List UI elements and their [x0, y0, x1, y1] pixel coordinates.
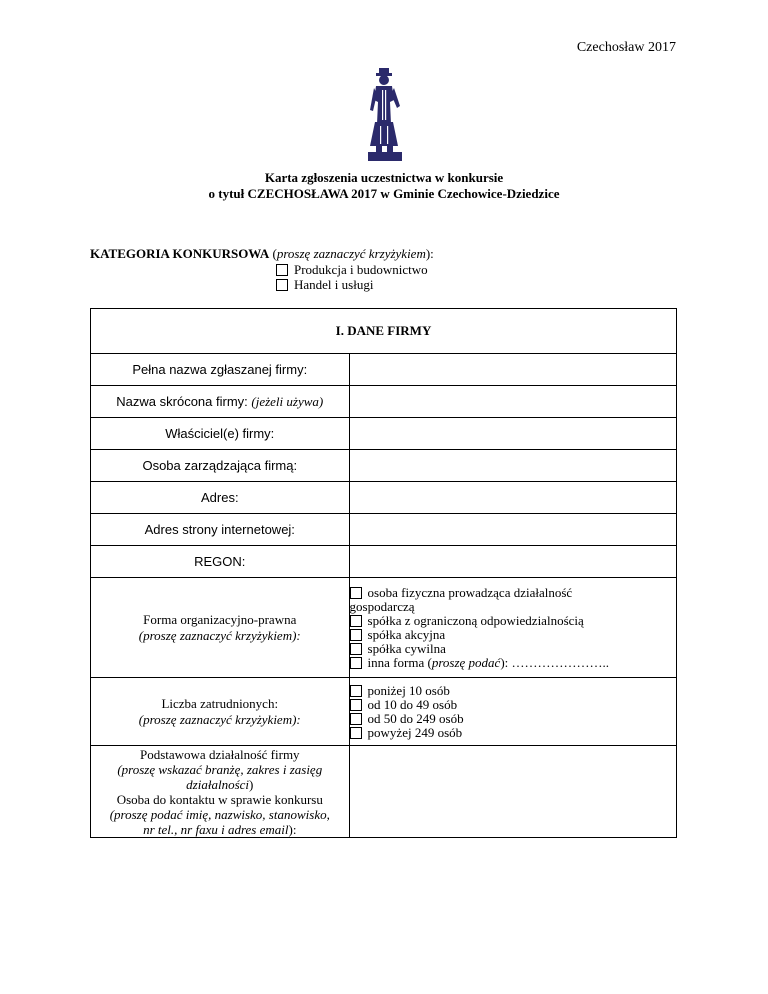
option-label: Handel i usługi [294, 277, 374, 292]
legal-form-text: Forma organizacyjno-prawna [143, 611, 297, 627]
table-row [91, 578, 677, 678]
owners-label: Właściciel(e) firmy: [91, 418, 350, 450]
employees-option-2[interactable] [350, 698, 676, 712]
table-row [91, 514, 677, 546]
option-label: od 50 do 249 osób [367, 710, 464, 726]
regon-label: REGON: [91, 546, 350, 578]
employees-text: Liczba zatrudnionych: [161, 695, 279, 711]
checkbox-civil[interactable] [350, 643, 362, 655]
category-heading [90, 246, 434, 262]
option-label-blank: ): ………………….. [500, 654, 610, 670]
checkbox-10-49[interactable] [350, 699, 362, 711]
table-row [91, 418, 677, 450]
table-row [91, 386, 677, 418]
option-label-hint: proszę podać [431, 654, 501, 670]
option-label: osoba fizyczna prowadząca działalność [367, 584, 573, 600]
table-row [91, 746, 677, 838]
table-row [91, 546, 677, 578]
table-row [91, 678, 677, 746]
category-option-trade[interactable] [276, 277, 434, 292]
option-label: Produkcja i budownictwo [294, 262, 428, 277]
option-label: od 10 do 49 osób [367, 696, 458, 712]
address-field[interactable] [349, 482, 676, 514]
checkbox-sole-proprietor[interactable] [350, 587, 362, 599]
activity-hint-2: działalności [186, 776, 250, 792]
legal-form-option-other[interactable] [350, 656, 676, 670]
company-data-table [90, 308, 677, 838]
legal-form-option-jsc[interactable] [350, 628, 676, 642]
option-label: spółka z ograniczoną odpowiedzialnością [367, 612, 584, 628]
short-name-field[interactable] [349, 386, 676, 418]
contact-label: Osoba do kontaktu w sprawie konkursu [116, 791, 323, 807]
category-hint-close: ): [425, 246, 434, 261]
option-label: inna forma ( [367, 654, 432, 670]
section-title: I. DANE FIRMY [91, 309, 677, 354]
short-name-hint: (jeżeli używa) [251, 393, 324, 409]
activity-hint: (proszę wskazać branżę, zakres i zasięg [117, 761, 323, 777]
contact-hint-2: nr tel., nr faxu i adres email [143, 821, 289, 837]
header-date: Czechosław 2017 [576, 40, 676, 55]
full-name-label: Pełna nazwa zgłaszanej firmy: [91, 354, 350, 386]
category-hint: proszę zaznaczyć krzyżykiem [276, 246, 426, 261]
activity-contact-field[interactable] [349, 746, 676, 838]
employees-hint: (proszę zaznaczyć krzyżykiem): [138, 711, 301, 727]
activity-hint-close: ) [249, 776, 254, 792]
category-hint-open: ( [269, 246, 277, 261]
website-label: Adres strony internetowej: [91, 514, 350, 546]
table-row [91, 354, 677, 386]
checkbox-production[interactable] [276, 264, 288, 276]
checkbox-trade[interactable] [276, 279, 288, 291]
checkbox-under-10[interactable] [350, 685, 362, 697]
legal-form-hint: (proszę zaznaczyć krzyżykiem): [138, 627, 301, 643]
legal-form-label [91, 578, 350, 678]
legal-form-option-sole-cont: gospodarczą [349, 598, 415, 614]
category-label: KATEGORIA KONKURSOWA [90, 246, 270, 261]
activity-label: Podstawowa działalność firmy [139, 746, 300, 762]
table-row [91, 482, 677, 514]
owners-field[interactable] [349, 418, 676, 450]
option-label: powyżej 249 osób [367, 724, 463, 740]
form-title-line1: Karta zgłoszenia uczestnictwa w konkursie [264, 170, 504, 185]
option-label: spółka akcyjna [367, 626, 446, 642]
option-label: poniżej 10 osób [367, 682, 450, 698]
employees-options [349, 678, 676, 746]
activity-contact-label [91, 746, 350, 838]
contact-hint: (proszę podać imię, nazwisko, stanowisko, [109, 806, 330, 822]
checkbox-other[interactable] [350, 657, 362, 669]
option-label: spółka cywilna [367, 640, 446, 656]
checkbox-over-249[interactable] [350, 727, 362, 739]
statue-logo-icon [360, 66, 410, 162]
table-row [91, 450, 677, 482]
checkbox-50-249[interactable] [350, 713, 362, 725]
regon-field[interactable] [349, 546, 676, 578]
category-option-production[interactable] [276, 262, 434, 277]
legal-form-options [349, 578, 676, 678]
manager-label: Osoba zarządzająca firmą: [91, 450, 350, 482]
short-name-text: Nazwa skrócona firmy: [116, 393, 252, 409]
legal-form-option-sole[interactable] [350, 586, 676, 600]
form-title [0, 170, 768, 202]
employees-option-4[interactable] [350, 726, 676, 740]
manager-field[interactable] [349, 450, 676, 482]
employees-option-1[interactable] [350, 684, 676, 698]
full-name-field[interactable] [349, 354, 676, 386]
checkbox-jsc[interactable] [350, 629, 362, 641]
form-title-line2: o tytuł CZECHOSŁAWA 2017 w Gminie Czechowice-Dziedzice [208, 186, 560, 201]
contact-hint-close: ): [288, 821, 297, 837]
address-label: Adres: [91, 482, 350, 514]
employees-option-3[interactable] [350, 712, 676, 726]
legal-form-option-civil[interactable] [350, 642, 676, 656]
category-section [90, 246, 434, 292]
legal-form-option-llc[interactable] [350, 614, 676, 628]
short-name-label [91, 386, 350, 418]
checkbox-llc[interactable] [350, 615, 362, 627]
employees-label [91, 678, 350, 746]
website-field[interactable] [349, 514, 676, 546]
